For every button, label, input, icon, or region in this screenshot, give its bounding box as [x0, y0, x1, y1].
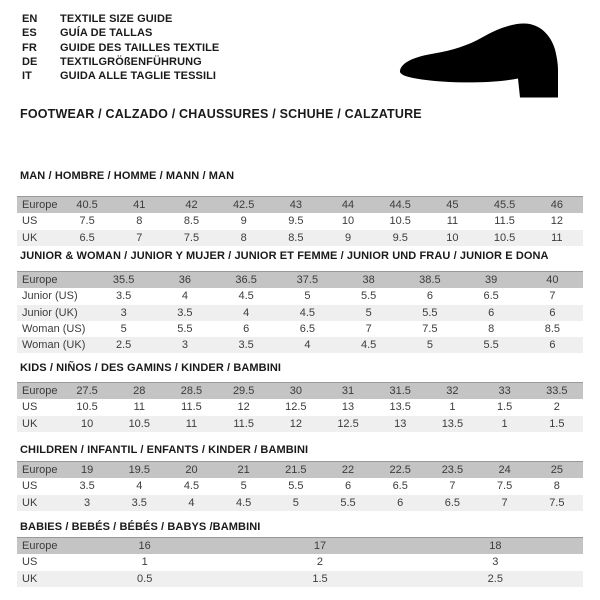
size-value-cell: 21: [237, 464, 250, 477]
size-value-cell: 12: [289, 417, 302, 430]
row-label: Junior (UK): [22, 306, 78, 319]
size-value-cell: 10.5: [389, 215, 411, 228]
size-row: [17, 399, 583, 415]
size-value-cell: 25: [550, 464, 563, 477]
row-label: Junior (US): [22, 290, 78, 303]
section-title-children: CHILDREN / INFANTIL / ENFANTS / KINDER / BAMBINI: [20, 444, 309, 456]
row-label: Europe: [22, 199, 58, 212]
size-value-cell: 9.5: [288, 215, 304, 228]
size-value-cell: 42: [185, 199, 198, 212]
size-value-cell: 24: [498, 464, 511, 477]
size-table-junior-woman: [17, 271, 583, 353]
size-value-cell: 2.5: [115, 339, 132, 352]
language-code: EN: [22, 13, 38, 25]
size-value-cell: 36.5: [235, 274, 257, 287]
size-value-cell: 10.5: [493, 231, 516, 244]
size-value-cell: 23.5: [441, 464, 464, 477]
size-value-cell: 32: [446, 385, 459, 398]
size-value-cell: 4.5: [238, 290, 254, 303]
language-code: IT: [22, 70, 32, 83]
row-label: UK: [22, 231, 38, 244]
size-value-cell: 5.5: [483, 339, 499, 352]
size-value-cell: 0.5: [137, 572, 153, 585]
size-value-cell: 31: [341, 385, 355, 398]
size-value-cell: 39: [485, 274, 498, 287]
size-value-cell: 5.5: [360, 290, 377, 303]
size-table-babies: [17, 537, 583, 587]
size-row: [17, 416, 583, 432]
size-value-cell: 8.5: [183, 215, 200, 228]
size-value-cell: 7.5: [183, 231, 200, 244]
size-value-cell: 4: [188, 496, 195, 509]
size-value-cell: 2.5: [487, 572, 503, 585]
section-title-man: MAN / HOMBRE / HOMME / MANN / MAN: [20, 170, 235, 182]
size-header-row: [17, 383, 583, 400]
size-header-row: [17, 462, 583, 479]
size-value-cell: 7: [501, 496, 508, 509]
size-value-cell: 45.5: [493, 199, 516, 212]
size-value-cell: 7: [549, 290, 556, 303]
size-row: [17, 495, 583, 511]
size-row: [17, 288, 583, 304]
size-value-cell: 31.5: [389, 385, 411, 398]
size-value-cell: 11: [133, 401, 145, 414]
language-row: [22, 12, 219, 26]
size-value-cell: 8: [488, 323, 495, 336]
size-value-cell: 12: [550, 215, 563, 228]
size-value-cell: 6: [549, 306, 556, 319]
size-value-cell: 22: [341, 464, 355, 477]
size-value-cell: 9.5: [392, 231, 408, 244]
language-code: FR: [22, 41, 37, 54]
size-value-cell: 28.5: [180, 385, 203, 398]
size-value-cell: 11: [446, 215, 459, 228]
size-value-cell: 18: [489, 540, 502, 553]
size-value-cell: 22.5: [389, 464, 411, 477]
size-value-cell: 5: [304, 290, 311, 303]
size-value-cell: 3: [181, 339, 188, 352]
size-value-cell: 10.5: [76, 401, 98, 414]
dress-shoe-icon: [392, 14, 578, 107]
size-value-cell: 1: [501, 417, 508, 430]
size-value-cell: 7.5: [422, 323, 438, 336]
size-value-cell: 37.5: [296, 274, 319, 287]
size-value-cell: 43: [289, 199, 302, 212]
size-row: [17, 305, 583, 321]
size-value-cell: 30: [289, 385, 302, 398]
size-value-cell: 13.5: [441, 417, 464, 430]
size-value-cell: 8: [136, 215, 143, 228]
row-label: Europe: [22, 464, 58, 477]
size-value-cell: 10: [446, 231, 459, 244]
size-value-cell: 6: [344, 480, 352, 493]
language-row: [22, 26, 219, 40]
size-value-cell: 9: [344, 231, 352, 244]
language-code: DE: [22, 55, 38, 68]
size-value-cell: 4.5: [360, 339, 377, 352]
size-value-cell: 33.5: [546, 385, 568, 398]
size-value-cell: 5.5: [288, 480, 304, 493]
size-value-cell: 3: [492, 556, 499, 569]
size-value-cell: 1: [449, 401, 456, 414]
row-label: US: [22, 480, 38, 493]
size-value-cell: 3.5: [131, 496, 147, 509]
size-value-cell: 5.5: [422, 306, 438, 319]
size-value-cell: 13: [394, 417, 407, 430]
size-row: [17, 337, 583, 353]
size-table-man: [17, 196, 583, 246]
row-label: Woman (UK): [22, 339, 86, 352]
size-value-cell: 17: [313, 540, 327, 553]
size-value-cell: 11.5: [494, 215, 515, 228]
size-value-cell: 19: [80, 464, 94, 477]
size-value-cell: 1.5: [312, 572, 328, 585]
language-title: GUIDE DES TAILLES TEXTILE: [60, 41, 220, 54]
size-value-cell: 5: [426, 339, 433, 352]
size-row: [17, 554, 583, 570]
size-value-cell: 38.5: [419, 274, 441, 287]
row-label: Europe: [22, 540, 58, 553]
row-label: Woman (US): [22, 323, 86, 336]
section-title-kids: KIDS / NIÑOS / DES GAMINS / KINDER / BAMBINI: [20, 362, 282, 374]
size-header-row: [17, 538, 583, 555]
language-title: GUIDA ALLE TAGLIE TESSILI: [60, 70, 217, 83]
size-value-cell: 11.5: [181, 401, 202, 414]
size-value-cell: 2: [316, 556, 324, 569]
size-value-cell: 12.5: [337, 417, 359, 430]
size-row: [17, 213, 583, 229]
size-value-cell: 45: [446, 199, 459, 212]
size-value-cell: 27.5: [76, 385, 98, 398]
size-value-cell: 7.5: [496, 480, 513, 493]
size-value-cell: 8: [240, 231, 247, 244]
size-value-cell: 7: [365, 323, 372, 336]
size-value-cell: 6.5: [444, 496, 461, 509]
row-label: UK: [22, 496, 38, 509]
size-value-cell: 4.5: [183, 480, 200, 493]
row-label: UK: [22, 417, 38, 430]
language-row: [22, 41, 219, 55]
language-row: [22, 69, 219, 83]
row-label: Europe: [22, 385, 58, 398]
size-value-cell: 9: [240, 215, 247, 228]
row-label: US: [22, 556, 38, 569]
size-row: [17, 230, 583, 246]
size-value-cell: 5.5: [177, 323, 193, 336]
language-title-list: [22, 12, 219, 83]
size-value-cell: 8.5: [288, 231, 304, 244]
size-value-cell: 41: [133, 199, 146, 212]
size-value-cell: 21.5: [285, 464, 307, 477]
category-title: FOOTWEAR / CALZADO / CHAUSSURES / SCHUHE / CALZATURE: [20, 107, 422, 121]
size-value-cell: 5: [365, 306, 372, 319]
size-row: [17, 571, 583, 587]
size-value-cell: 5: [120, 323, 127, 336]
size-value-cell: 42.5: [232, 199, 255, 212]
size-value-cell: 7.5: [79, 215, 95, 228]
size-value-cell: 3.5: [79, 480, 95, 493]
size-value-cell: 12: [237, 401, 250, 414]
language-row: [22, 55, 219, 69]
size-value-cell: 4: [243, 306, 250, 319]
size-value-cell: 7.5: [549, 496, 565, 509]
row-label: US: [22, 215, 38, 228]
size-header-row: [17, 272, 583, 289]
size-value-cell: 6: [243, 323, 250, 336]
size-value-cell: 6.5: [79, 231, 95, 244]
section-title-junior-woman: JUNIOR & WOMAN / JUNIOR Y MUJER / JUNIOR ET FEMME / JUNIOR UND FRAU / JUNIOR E DONA: [20, 250, 549, 262]
size-table-children: [17, 461, 583, 511]
size-value-cell: 1: [141, 556, 148, 569]
size-value-cell: 10: [341, 215, 355, 228]
size-value-cell: 3.5: [115, 290, 132, 303]
size-value-cell: 6: [397, 496, 404, 509]
row-label: Europe: [22, 274, 58, 287]
row-label: UK: [22, 572, 38, 585]
size-value-cell: 8.5: [544, 323, 561, 336]
size-value-cell: 4.5: [299, 306, 316, 319]
size-value-cell: 2: [553, 401, 560, 414]
size-value-cell: 3.5: [238, 339, 254, 352]
size-value-cell: 7: [136, 231, 143, 244]
section-title-babies: BABIES / BEBÉS / BÉBÉS / BABYS /BAMBINI: [20, 521, 261, 533]
size-value-cell: 28: [133, 385, 146, 398]
size-value-cell: 11: [551, 231, 563, 244]
size-value-cell: 38: [362, 274, 375, 287]
size-value-cell: 13.5: [389, 401, 411, 414]
size-value-cell: 35.5: [112, 274, 135, 287]
size-value-cell: 11: [185, 417, 198, 430]
size-value-cell: 29.5: [232, 385, 255, 398]
size-value-cell: 7: [449, 480, 456, 493]
size-value-cell: 44.5: [389, 199, 411, 212]
language-title: TEXTILGRÖßENFÜHRUNG: [60, 55, 202, 68]
size-value-cell: 6.5: [392, 480, 408, 493]
size-value-cell: 4: [136, 480, 143, 493]
size-value-cell: 40: [546, 274, 559, 287]
size-value-cell: 8: [553, 480, 560, 493]
size-value-cell: 10: [80, 417, 94, 430]
size-value-cell: 1.5: [549, 417, 565, 430]
size-value-cell: 10.5: [128, 417, 150, 430]
size-value-cell: 1.5: [496, 401, 513, 414]
size-value-cell: 4: [181, 290, 188, 303]
size-value-cell: 5.5: [340, 496, 356, 509]
size-header-row: [17, 197, 583, 214]
size-value-cell: 6: [488, 306, 495, 319]
size-value-cell: 44: [341, 199, 355, 212]
size-value-cell: 4.5: [236, 496, 252, 509]
size-value-cell: 6: [426, 290, 433, 303]
size-value-cell: 33: [498, 385, 511, 398]
size-value-cell: 40.5: [76, 199, 98, 212]
size-value-cell: 12.5: [285, 401, 307, 414]
language-code: ES: [22, 27, 37, 40]
size-value-cell: 20: [185, 464, 198, 477]
size-value-cell: 46: [550, 199, 563, 212]
size-value-cell: 19.5: [128, 464, 150, 477]
size-value-cell: 3.5: [177, 306, 193, 319]
language-title: TEXTILE SIZE GUIDE: [60, 13, 173, 25]
size-value-cell: 16: [138, 540, 151, 553]
language-title: GUÍA DE TALLAS: [60, 27, 153, 40]
size-value-cell: 3: [120, 306, 127, 319]
size-value-cell: 5: [292, 496, 299, 509]
size-value-cell: 6.5: [299, 323, 316, 336]
size-value-cell: 5: [240, 480, 247, 493]
row-label: US: [22, 401, 38, 414]
size-value-cell: 6: [549, 339, 556, 352]
size-table-kids: [17, 382, 583, 432]
size-value-cell: 13: [341, 401, 355, 414]
size-row: [17, 478, 583, 494]
size-value-cell: 3: [84, 496, 91, 509]
size-value-cell: 4: [304, 339, 311, 352]
size-value-cell: 11.5: [233, 417, 254, 430]
size-row: [17, 321, 583, 337]
size-value-cell: 36: [178, 274, 191, 287]
size-value-cell: 6.5: [483, 290, 499, 303]
